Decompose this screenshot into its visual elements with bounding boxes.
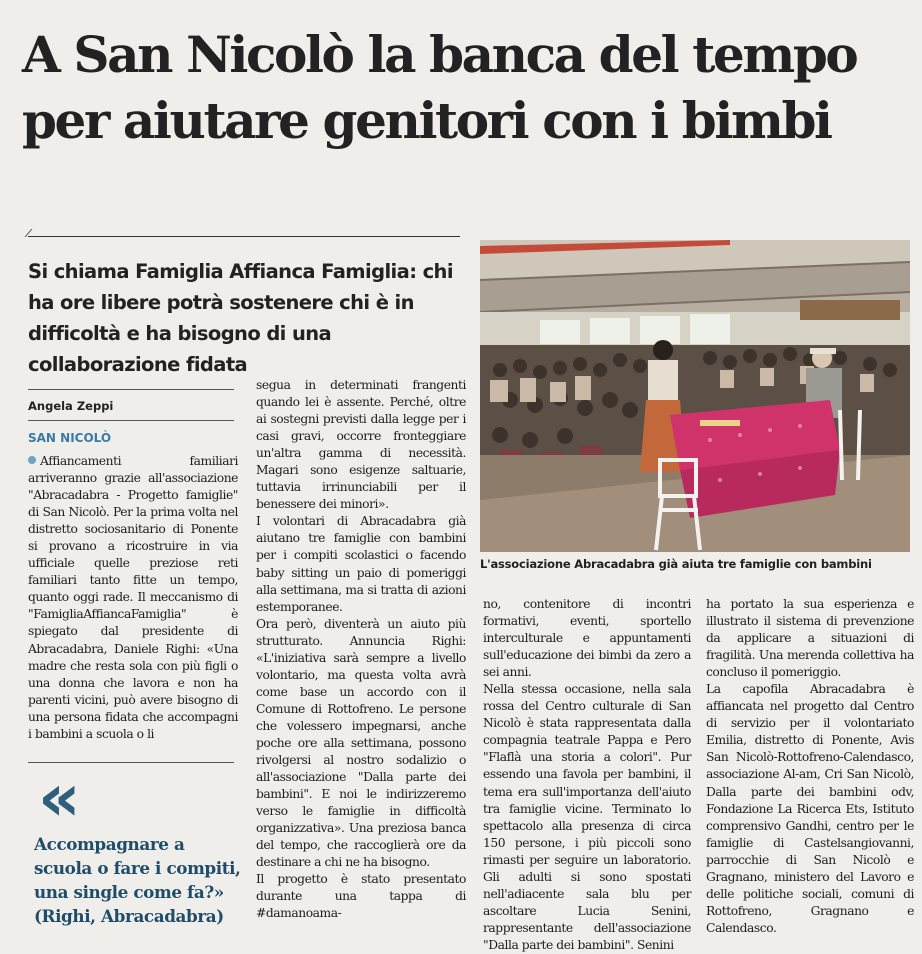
column-1-text: Affiancamenti familiari arriveranno grazie all'associazione "Abracadabra - Progetto famiglie" di San Nicolò. Per la prima volta nel distretto sociosanitario di Ponente si provano a ricostruire in via ufficiale quelle preziose reti familiari tanto fitte un tempo, quanto oggi rade. Il meccanismo di "FamigliaAffiancaFamiglia" è spiegato dal presidente di Abracadabra, Daniele Righi: «Una madre che resta sola con più figli o una donna che lavora e non ha parenti vicini, può avere bisogno di una persona fidata che accompagni i bambini a scuola o li <box>28 454 238 741</box>
article-column-2 <box>256 377 466 923</box>
column-2-paragraph: segua in determinati frangenti quando lei è assente. Perché, oltre ai sostegni previsti dalla legge per i casi gravi, occorre fronteggiare un'altra gamma di necessità. Magari sono esigenze saltuarie, tuttavia irrinunciabili per il benessere dei minori». <box>256 378 466 512</box>
headline: A San Nicolò la banca del tempo per aiutare genitori con i bimbi <box>22 25 857 150</box>
byline: Angela Zeppi <box>28 399 114 413</box>
section-divider <box>28 236 460 237</box>
article-column-3 <box>483 596 691 954</box>
column-3-paragraph: no, contenitore di incontri formativi, eventi, sportello interculturale e appuntamenti sull'educazione dei bimbi da zero a sei anni. <box>483 597 691 680</box>
column-4-paragraph: ha portato la sua esperienza e illustrato il sistema di prevenzione da applicare a situazioni di fragilità. Una merenda collettiva ha concluso il pomeriggio. <box>706 597 914 680</box>
photo-caption: L'associazione Abracadabra già aiuta tre famiglie con bambini <box>480 557 872 571</box>
quote-marks-icon: « <box>38 759 73 836</box>
byline-rule-bottom <box>28 420 234 421</box>
article-column-4 <box>706 596 914 937</box>
bullet-icon <box>28 456 36 464</box>
article-photo <box>480 240 910 552</box>
subheadline: Si chiama Famiglia Affianca Famiglia: chi ha ore libere potrà sostenere chi è in difficoltà e ha bisogno di una collaborazione fidata <box>28 260 453 376</box>
pullquote: Accompagnare a scuola o fare i compiti, una single come fa?» (Righi, Abracadabra) <box>34 834 241 926</box>
column-2-paragraph: Il progetto è stato presentato durante una tappa di #damanoama- <box>256 872 466 921</box>
dateline: SAN NICOLÒ <box>28 431 112 445</box>
column-3-paragraph: Nella stessa occasione, nella sala rossa del Centro culturale di San Nicolò è stata rappresentata dalla compagnia teatrale Pappa e Pero "Flaflà una storia a colori". Pur essendo una favola per bambini, il tema era sull'importanza dell'aiuto tra famiglie vicine. Terminato lo spettacolo alla presenza di circa 150 persone, i più piccoli sono rimasti per seguire un laboratorio. Gli adulti si sono spostati nell'adiacente sala blu per ascoltare Lucia Senini, rappresentante dell'associazione "Dalla parte dei bambini". Senini <box>483 682 691 952</box>
article-column-1 <box>28 453 238 743</box>
byline-rule-top <box>28 389 234 390</box>
column-2-paragraph: Ora però, diventerà un aiuto più strutturato. Annuncia Righi: «L'iniziativa sarà sempre a livello volontario, ma questa volta avrà come base un accordo con il Comune di Rottofreno. Le persone che volessero impegnarsi, anche poche ore alla settimana, possono rivolgersi al nostro sodalizio o all'associazione "Dalla parte dei bambini". E noi le indirizzeremo verso le famiglie in difficoltà organizzativa». Una preziosa banca del tempo, che raccoglierà ore da destinare a chi ne ha bisogno. <box>256 616 466 870</box>
photo-illustration <box>480 240 910 552</box>
column-2-paragraph: I volontari di Abracadabra già aiutano tre famiglie con bambini per i compiti scolastici o facendo baby sitting un paio di pomeriggi alla settimana, ma si tratta di azioni estemporanee. <box>256 514 466 614</box>
column-4-paragraph: La capofila Abracadabra è affiancata nel progetto dal Centro di servizio per il volontariato Emilia, distretto di Ponente, Avis San Nicolò-Rottofreno-Calendasco, associazione Al-am, Cri San Nicolò, Dalla parte dei bambini odv, Fondazione La Ricerca Ets, Istituto comprensivo Gandhi, centro per le famiglie di Castelsangiovanni, parrocchie di San Nicolò e Gragnano, ministero del Lavoro e delle politiche sociali, comuni di Rottofreno, Gragnano e Calendasco. <box>706 682 914 935</box>
